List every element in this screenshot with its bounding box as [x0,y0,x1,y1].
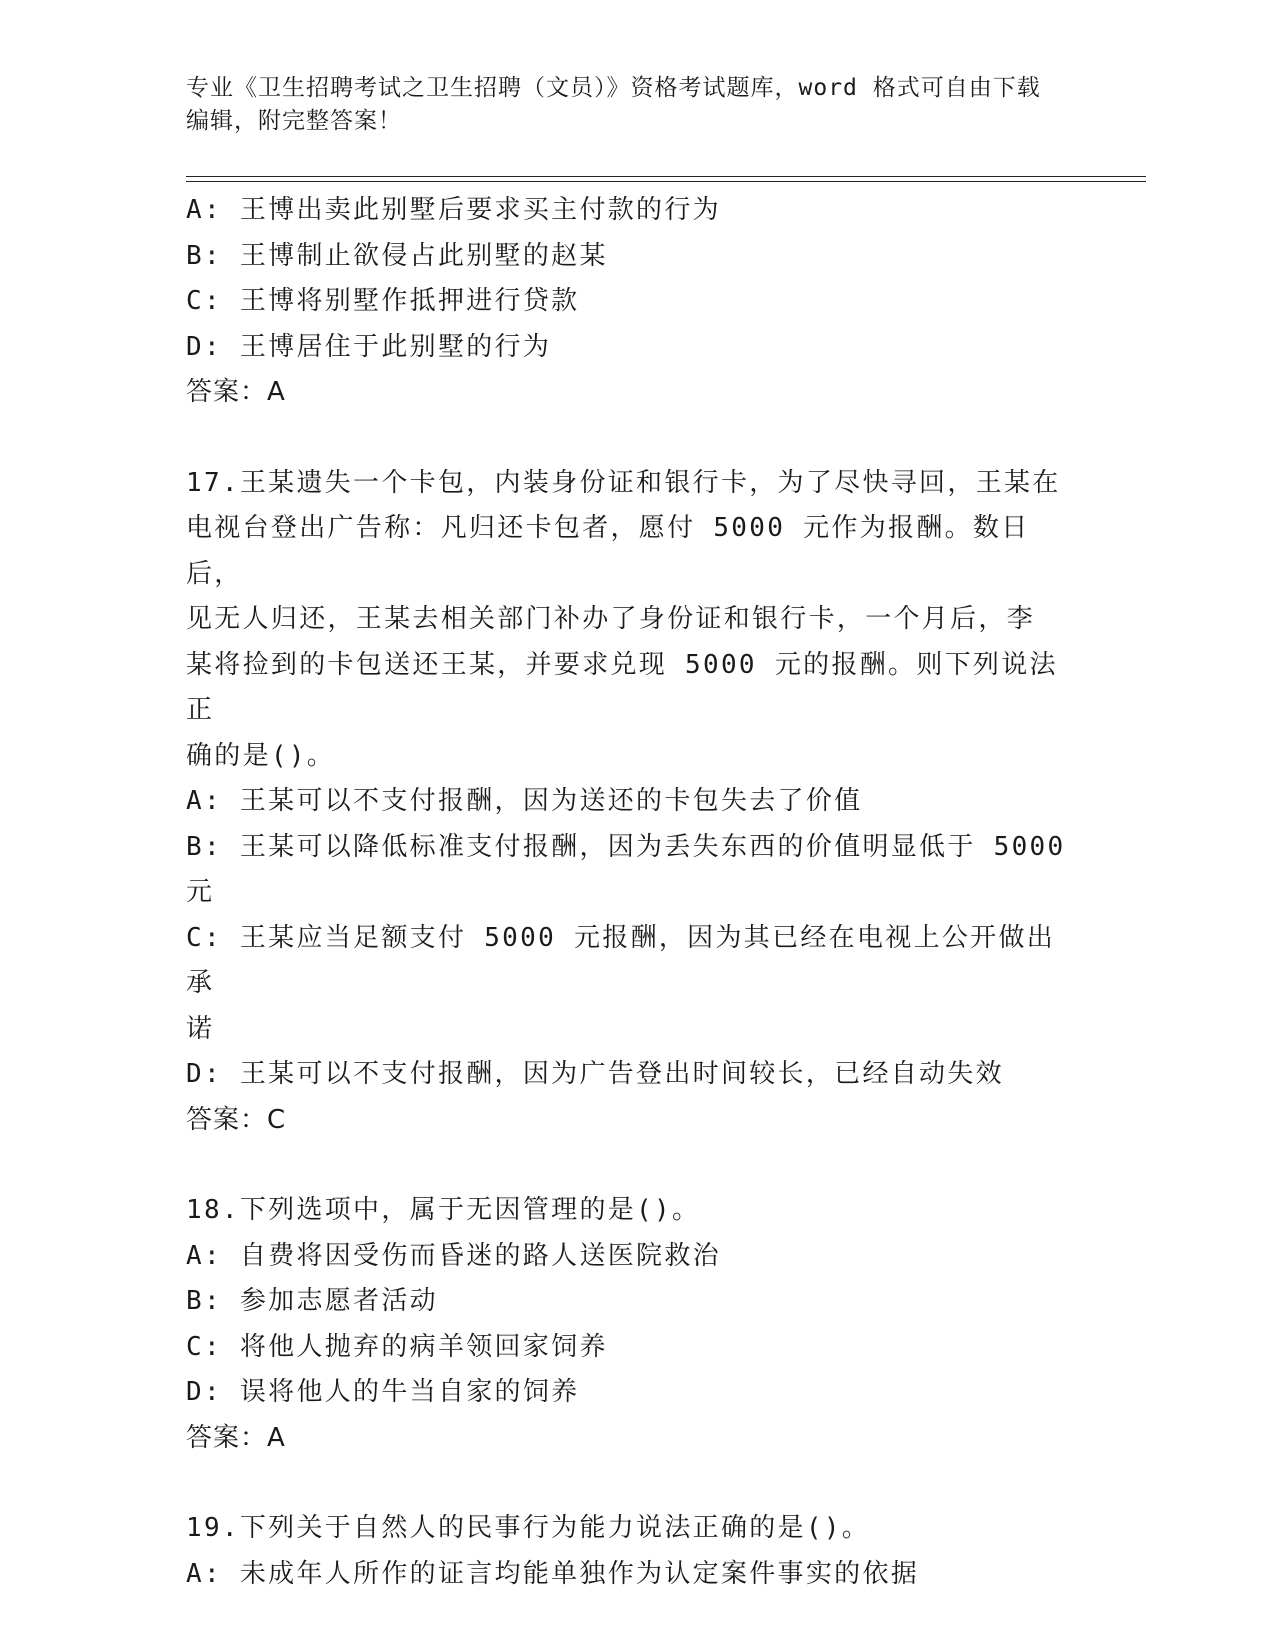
option-c: C: 将他人抛弃的病羊领回家饲养 [186,1331,608,1362]
option-b: B: 王博制止欲侵占此别墅的赵某 [186,240,608,271]
document-header [186,72,1066,138]
question-stem-line: 18.下列选项中，属于无因管理的是()。 [186,1195,701,1225]
answer-line: 答案：A [186,1422,286,1453]
question-16 [186,188,1066,416]
spacer [186,1461,1066,1506]
answer-line: 答案：C [186,1104,287,1135]
option-d: D: 误将他人的牛当自家的饲养 [186,1377,580,1407]
question-18 [186,1188,1066,1461]
question-stem-line: 电视台登出广告称：凡归还卡包者，愿付 5000 元作为报酬。数日后， [186,513,1030,589]
option-a: A: 未成年人所作的证言均能单独作为认定案件事实的依据 [186,1558,920,1589]
question-stem-line: 确的是()。 [186,740,336,771]
header-line-2: 编辑，附完整答案！ [186,108,402,134]
option-a: A: 王博出卖此别墅后要求买主付款的行为 [186,195,721,225]
option-c: C: 王博将别墅作抵押进行贷款 [186,286,580,316]
option-d: D: 王某可以不支付报酬，因为广告登出时间较长，已经自动失效 [186,1059,1004,1089]
answer-line: 答案：A [186,377,286,407]
spacer [186,416,1066,461]
header-divider-bottom [186,181,1146,182]
option-b: B: 参加志愿者活动 [186,1286,438,1316]
question-19 [186,1506,1066,1597]
question-stem-line: 17.王某遗失一个卡包，内装身份证和银行卡，为了尽快寻回，王某在 [186,467,1061,498]
question-stem-line: 19.下列关于自然人的民事行为能力说法正确的是()。 [186,1513,871,1543]
question-content [186,188,1066,1597]
question-17 [186,461,1066,1144]
option-a: A: 自费将因受伤而昏迷的路人送医院救治 [186,1240,721,1271]
question-stem-line: 某将捡到的卡包送还王某，并要求兑现 5000 元的报酬。则下列说法正 [186,649,1058,725]
header-line-1: 专业《卫生招聘考试之卫生招聘（文员）》资格考试题库，word 格式可自由下载 [186,75,1041,101]
option-c-continued: 诺 [186,1013,215,1044]
spacer [186,1143,1066,1188]
option-b: B: 王某可以降低标准支付报酬，因为丢失东西的价值明显低于 5000 [186,831,1066,862]
question-stem-line: 见无人归还，王某去相关部门补办了身份证和银行卡，一个月后，李 [186,604,1036,634]
option-b-continued: 元 [186,877,215,907]
header-divider-top [186,176,1146,177]
option-c: C: 王某应当足额支付 5000 元报酬，因为其已经在电视上公开做出承 [186,922,1056,998]
option-d: D: 王博居住于此别墅的行为 [186,331,552,362]
option-a: A: 王某可以不支付报酬，因为送还的卡包失去了价值 [186,786,863,816]
